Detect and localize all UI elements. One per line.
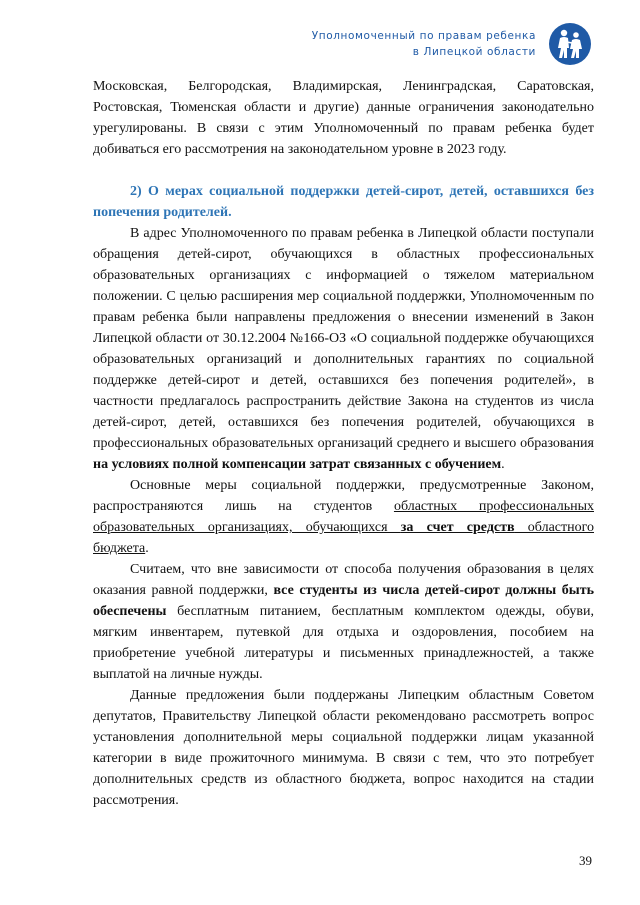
paragraph-text: .: [145, 541, 149, 556]
paragraph-measures: [93, 475, 594, 559]
paragraph-continuation: Московская, Белгородская, Владимирская, Ленинградская, Саратовская, Ростовская, Тюменская области и другие) данные ограничения законодательно урегулированы. В связи с этим Уполномоченный по правам ребенка будет добиваться его рассмотрения на законодательном уровне в 2023 году.: [93, 79, 594, 157]
document-body: [93, 76, 594, 811]
bold-text: на условиях полной компенсации затрат связанных с обучением: [93, 457, 502, 472]
paragraph-text: Основные меры социальной поддержки, предусмотренные Законом, распространяются лишь на студентов: [93, 478, 594, 514]
bold-text: за счет средств: [400, 520, 515, 535]
paragraph-text: областных профессиональных образовательных организациях, обучающихся: [93, 499, 594, 535]
bold-text: все студенты из числа детей-сирот должны быть обеспечены: [93, 583, 594, 619]
paragraph-appeals: [93, 223, 594, 475]
header-title: [312, 28, 536, 60]
page-header: [312, 22, 592, 66]
ombudsman-logo-icon: [548, 22, 592, 66]
paragraph-text: областного бюджета: [93, 520, 594, 556]
paragraph-support: Данные предложения были поддержаны Липецким областным Советом депутатов, Правительству Липецкой области рекомендовано рассмотреть вопрос установления дополнительной меры социальной поддержки лицам указанной категории в виде прожиточного минимума. В связи с тем, что это потребует дополнительных средств из областного бюджета, вопрос находится на стадии рассмотрения.: [93, 688, 594, 808]
header-line-2: в Липецкой области: [412, 46, 536, 58]
paragraph-opinion: [93, 559, 594, 685]
header-line-1: Уполномоченный по правам ребенка: [311, 30, 536, 42]
paragraph-text: бесплатным питанием, бесплатным комплектом одежды, обуви, мягким инвентарем, путевкой для отдыха и оздоровления, пособием на приобретение учебной литературы и письменных принадлежностей, а также выплатой на личные нужды.: [93, 604, 594, 682]
paragraph-text: В адрес Уполномоченного по правам ребенка в Липецкой области поступали обращения детей-сирот, обучающихся в областных профессиональных образовательных организациях с информацией о тяжелом материальном положении. С целью расширения мер социальной поддержки, Уполномоченным по правам ребенка были направлены предложения о внесении изменений в Закон Липецкой области от 30.12.2004 №166-ОЗ «О социальной поддержке обучающихся образовательных организаций и дополнительных гарантиях по социальной поддержке детей-сирот и детей, оставшихся без попечения родителей», в частности предлагалось распространить действие Закона на студентов из числа детей-сирот, детей, оставшихся без попечения родителей, обучающихся в профессиональных образовательных организаций среднего и высшего образования: [93, 226, 594, 451]
paragraph-text: Считаем, что вне зависимости от способа получения образования в целях оказания равной поддержки,: [93, 562, 594, 598]
page-number: 39: [579, 853, 592, 868]
paragraph-text: .: [501, 457, 505, 472]
section-heading: 2) О мерах социальной поддержки детей-сирот, детей, оставшихся без попечения родителей.: [93, 184, 594, 220]
